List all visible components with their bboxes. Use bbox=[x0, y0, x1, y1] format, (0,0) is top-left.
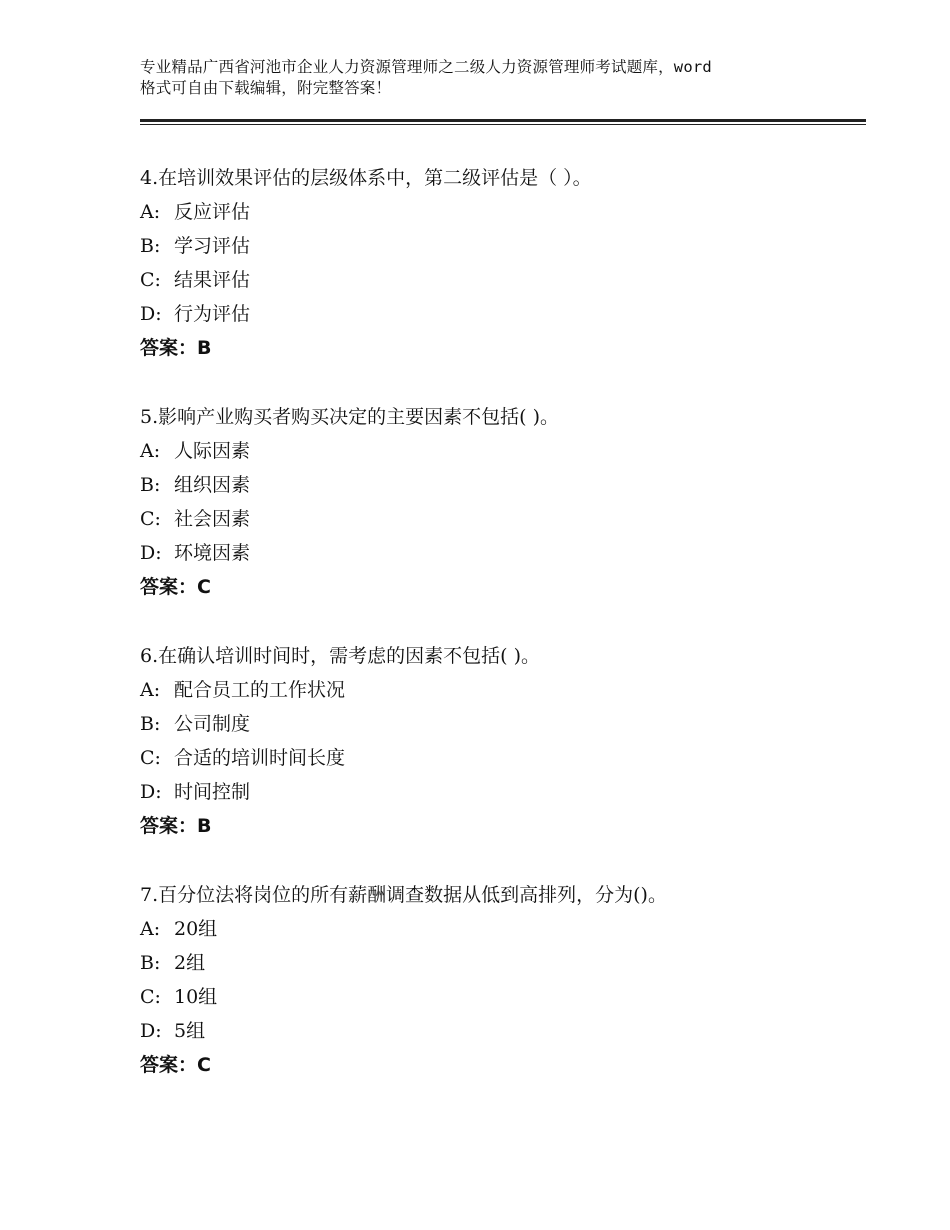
question-stem: 5.影响产业购买者购买决定的主要因素不包括( )。 bbox=[140, 406, 559, 428]
option-text: 行为评估 bbox=[174, 303, 251, 325]
option-a bbox=[140, 195, 860, 229]
option-d bbox=[140, 536, 860, 570]
option-text: 时间控制 bbox=[174, 781, 251, 803]
answer-label: 答案： bbox=[140, 815, 198, 837]
option-b bbox=[140, 707, 860, 741]
question-stem: 6.在确认培训时间时，需考虑的因素不包括( )。 bbox=[140, 645, 540, 667]
option-d bbox=[140, 297, 860, 331]
option-text: 学习评估 bbox=[174, 235, 251, 257]
question-stem: 7.百分位法将岗位的所有薪酬调查数据从低到高排列，分为()。 bbox=[140, 884, 667, 906]
option-text: 合适的培训时间长度 bbox=[174, 747, 346, 769]
option-c bbox=[140, 741, 860, 775]
option-text: 10组 bbox=[174, 986, 218, 1008]
option-d bbox=[140, 1014, 860, 1048]
answer-line bbox=[140, 331, 860, 365]
option-text: 配合员工的工作状况 bbox=[174, 679, 346, 701]
option-letter: D: bbox=[140, 1020, 162, 1042]
answer-value: C bbox=[197, 1054, 211, 1076]
option-letter: C: bbox=[140, 508, 161, 530]
question-stem: 4.在培训效果评估的层级体系中，第二级评估是（ ）。 bbox=[140, 167, 592, 189]
option-d bbox=[140, 775, 860, 809]
option-letter: B: bbox=[140, 713, 161, 735]
option-text: 结果评估 bbox=[174, 269, 251, 291]
option-text: 人际因素 bbox=[174, 440, 251, 462]
answer-label: 答案： bbox=[140, 576, 198, 598]
option-text: 公司制度 bbox=[174, 713, 251, 735]
option-letter: D: bbox=[140, 303, 162, 325]
answer-value: B bbox=[197, 815, 212, 837]
option-letter: B: bbox=[140, 474, 161, 496]
option-letter: D: bbox=[140, 781, 162, 803]
option-c bbox=[140, 502, 860, 536]
header-line-2: 格式可自由下载编辑，附完整答案！ bbox=[140, 79, 392, 97]
option-letter: A: bbox=[140, 440, 161, 462]
header-line-1: 专业精品广西省河池市企业人力资源管理师之二级人力资源管理师考试题库，word bbox=[140, 58, 712, 76]
option-c bbox=[140, 263, 860, 297]
option-b bbox=[140, 468, 860, 502]
answer-label: 答案： bbox=[140, 337, 198, 359]
option-text: 反应评估 bbox=[174, 201, 251, 223]
question-block bbox=[140, 400, 860, 604]
option-b bbox=[140, 229, 860, 263]
document-header bbox=[140, 57, 830, 99]
option-b bbox=[140, 946, 860, 980]
question-block bbox=[140, 161, 860, 365]
option-a bbox=[140, 434, 860, 468]
answer-line bbox=[140, 570, 860, 604]
option-text: 社会因素 bbox=[174, 508, 251, 530]
option-letter: A: bbox=[140, 201, 161, 223]
answer-value: B bbox=[197, 337, 212, 359]
option-letter: C: bbox=[140, 986, 161, 1008]
option-letter: B: bbox=[140, 235, 161, 257]
question-block bbox=[140, 878, 860, 1082]
question-block bbox=[140, 639, 860, 843]
answer-line bbox=[140, 809, 860, 843]
option-a bbox=[140, 912, 860, 946]
option-text: 20组 bbox=[174, 918, 218, 940]
option-letter: D: bbox=[140, 542, 162, 564]
option-c bbox=[140, 980, 860, 1014]
option-letter: A: bbox=[140, 918, 161, 940]
answer-value: C bbox=[197, 576, 211, 598]
answer-line bbox=[140, 1048, 860, 1082]
option-text: 2组 bbox=[174, 952, 206, 974]
option-letter: B: bbox=[140, 952, 161, 974]
option-text: 环境因素 bbox=[174, 542, 251, 564]
option-text: 组织因素 bbox=[174, 474, 251, 496]
option-letter: C: bbox=[140, 747, 161, 769]
answer-label: 答案： bbox=[140, 1054, 198, 1076]
header-divider-thin bbox=[140, 124, 866, 125]
header-divider-thick bbox=[140, 119, 866, 122]
option-letter: C: bbox=[140, 269, 161, 291]
option-text: 5组 bbox=[174, 1020, 206, 1042]
option-letter: A: bbox=[140, 679, 161, 701]
option-a bbox=[140, 673, 860, 707]
